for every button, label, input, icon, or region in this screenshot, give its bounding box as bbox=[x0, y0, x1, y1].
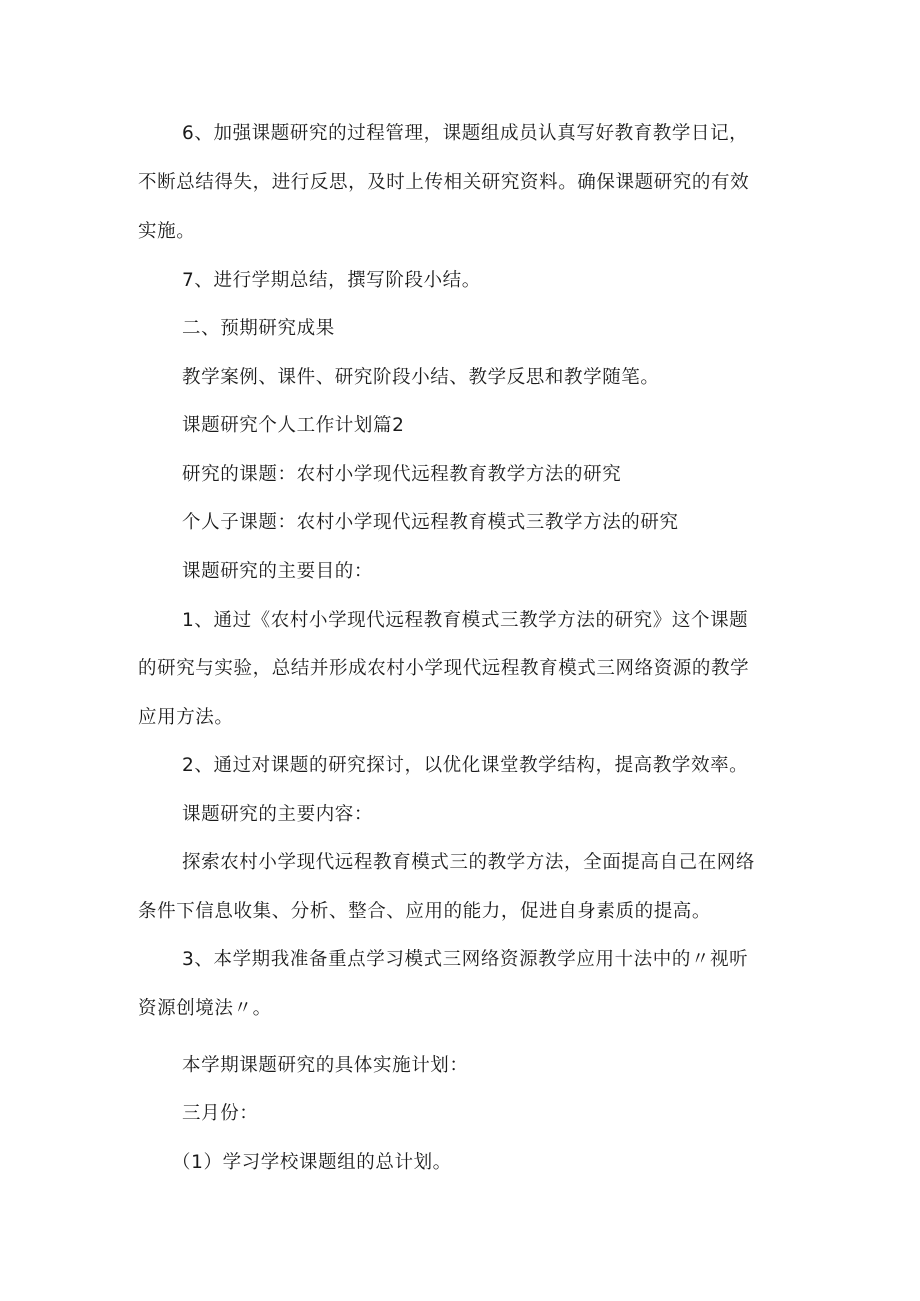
paragraph-line: 不断总结得失，进行反思，及时上传相关研究资料。确保课题研究的有效 bbox=[138, 172, 750, 193]
paragraph-line: 6、加强课题研究的过程管理，课题组成员认真写好教育教学日记， bbox=[182, 123, 749, 144]
paragraph-line: 3、本学期我准备重点学习模式三网络资源教学应用十法中的〃视听 bbox=[182, 949, 749, 970]
paragraph-line: 个人子课题：农村小学现代远程教育模式三教学方法的研究 bbox=[182, 512, 679, 533]
list-item: （1）学习学校课题组的总计划。 bbox=[172, 1152, 452, 1173]
section-heading: 课题研究的主要目的： bbox=[182, 561, 374, 582]
section-heading: 三月份： bbox=[182, 1103, 259, 1124]
paragraph-line: 条件下信息收集、分析、整合、应用的能力，促进自身素质的提高。 bbox=[138, 901, 712, 922]
paragraph-line: 1、通过《农村小学现代远程教育模式三教学方法的研究》这个课题 bbox=[182, 610, 749, 631]
paragraph-line: 2、通过对课题的研究探讨，以优化课堂教学结构，提高教学效率。 bbox=[182, 755, 749, 776]
section-heading: 课题研究的主要内容： bbox=[182, 804, 374, 825]
paragraph-line: 资源创境法〃。 bbox=[138, 998, 272, 1019]
section-heading: 二、预期研究成果 bbox=[182, 318, 335, 339]
paragraph-line: 实施。 bbox=[138, 221, 196, 242]
paragraph-line: 研究的课题：农村小学现代远程教育教学方法的研究 bbox=[182, 464, 622, 485]
paragraph-line: 教学案例、课件、研究阶段小结、教学反思和教学随笔。 bbox=[182, 367, 660, 388]
paragraph-line: 的研究与实验，总结并形成农村小学现代远程教育模式三网络资源的教学 bbox=[138, 658, 750, 679]
paragraph-line: 7、进行学期总结，撰写阶段小结。 bbox=[182, 270, 481, 291]
section-title: 课题研究个人工作计划篇2 bbox=[182, 415, 405, 436]
paragraph-line: 探索农村小学现代远程教育模式三的教学方法，全面提高自己在网络 bbox=[182, 852, 756, 873]
section-heading: 本学期课题研究的具体实施计划： bbox=[182, 1055, 469, 1076]
paragraph-line: 应用方法。 bbox=[138, 707, 234, 728]
